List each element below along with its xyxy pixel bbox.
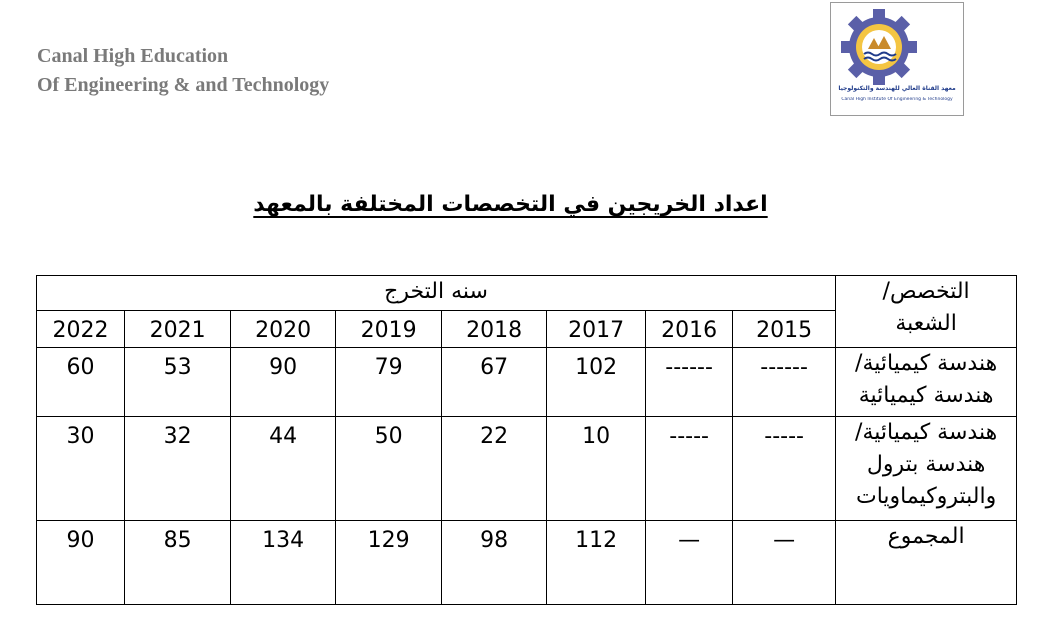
value-cell: 112 [547, 521, 646, 605]
year-header: 2016 [646, 311, 733, 348]
specialization-header-line-2: الشعبة [895, 311, 957, 336]
specialization-line: هندسة كيميائية [858, 383, 994, 408]
value-cell: 53 [125, 348, 231, 417]
logo-english-text: Canal High Institute Of Engineering & Technology [841, 97, 953, 102]
table-row [37, 348, 1017, 417]
value-cell: 10 [547, 417, 646, 521]
specialization-header [836, 276, 1017, 348]
value-cell: 98 [442, 521, 547, 605]
value-cell: 67 [442, 348, 547, 417]
value-cell: 44 [231, 417, 336, 521]
value-cell: 30 [37, 417, 125, 521]
year-header: 2021 [125, 311, 231, 348]
year-header: 2020 [231, 311, 336, 348]
value-cell: 79 [336, 348, 442, 417]
specialization-cell [836, 348, 1017, 417]
value-cell: 32 [125, 417, 231, 521]
document-title: اعداد الخريجين في التخصصات المختلفة بالمعهد [253, 192, 768, 217]
graduation-year-header: سنه التخرج [37, 276, 836, 311]
institute-logo [830, 2, 964, 116]
value-cell: ------ [646, 348, 733, 417]
value-cell: 85 [125, 521, 231, 605]
logo-arabic-text: معهد القناة العالي للهندسة والتكنولوجيا [838, 85, 956, 92]
graduates-table [36, 275, 1017, 605]
value-cell: 90 [37, 521, 125, 605]
year-header: 2022 [37, 311, 125, 348]
value-cell: 129 [336, 521, 442, 605]
year-header: 2019 [336, 311, 442, 348]
specialization-header-line-1: التخصص/ [882, 279, 970, 304]
value-cell: 134 [231, 521, 336, 605]
value-cell: 90 [231, 348, 336, 417]
table-row [37, 417, 1017, 521]
year-header: 2018 [442, 311, 547, 348]
year-header: 2015 [733, 311, 836, 348]
specialization-line: هندسة بترول [866, 452, 986, 477]
specialization-line: هندسة كيميائية/ [855, 351, 998, 376]
institute-name [37, 42, 329, 100]
year-header: 2017 [547, 311, 646, 348]
value-cell: 50 [336, 417, 442, 521]
specialization-line: هندسة كيميائية/ [855, 420, 998, 445]
institute-name-line-2: Of Engineering & and Technology [37, 74, 330, 96]
value-cell: 60 [37, 348, 125, 417]
value-cell: 22 [442, 417, 547, 521]
value-cell: 102 [547, 348, 646, 417]
value-cell: ----- [646, 417, 733, 521]
header-row [37, 276, 1017, 311]
total-label: المجموع [887, 524, 965, 549]
specialization-cell [836, 417, 1017, 521]
specialization-line: والبتروكيماويات [856, 484, 997, 509]
total-row [37, 521, 1017, 605]
value-cell: ----- [733, 417, 836, 521]
institute-name-line-1: Canal High Education [37, 45, 229, 67]
value-cell: — [733, 521, 836, 605]
value-cell: ------ [733, 348, 836, 417]
total-label-cell [836, 521, 1017, 605]
value-cell: — [646, 521, 733, 605]
